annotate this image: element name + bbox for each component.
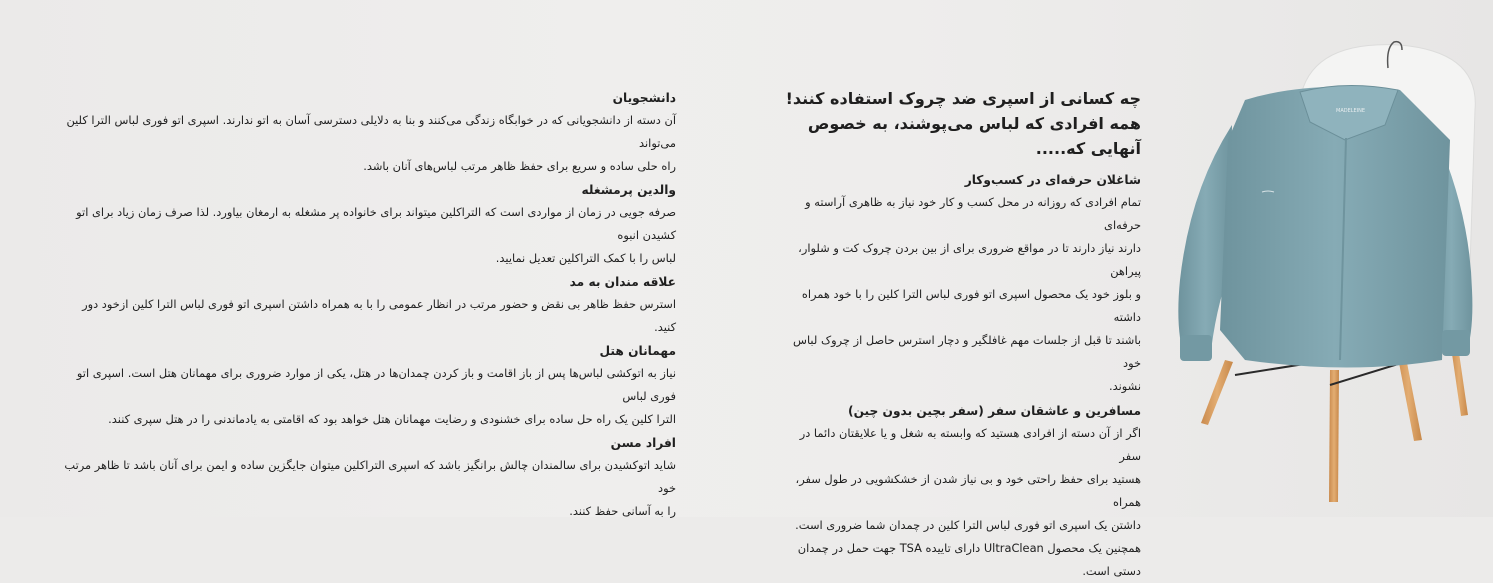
paragraph-line: همچنین یک محصول UltraClean دارای تاییده TSA جهت حمل در چمدان [797,541,1141,555]
section-hotel-guests [62,340,676,431]
shirt-on-chair-photo [1150,30,1493,517]
section-title: دانشجویان [612,91,676,105]
paragraph-line: نیاز به اتوکشی لباس‌ها پس از باز اقامت و باز کردن چمدان‌ها در هتل، یکی از موارد ضروری برای مهمانان هتل است. اسپری اتو فوری لباس [76,366,676,403]
paragraph-line: نشوند. [1109,379,1141,393]
shirt-cuff [1442,330,1470,356]
middle-column [775,86,1141,583]
section-professionals [775,169,1141,398]
section-students [62,87,676,178]
paragraph-line: لباس را با کمک التراکلین تعدیل نمایید. [495,251,676,265]
section-title: شاغلان حرفه‌ای در کسب‌وکار [964,173,1141,187]
left-column [62,86,676,523]
paragraph-line: استرس حفظ ظاهر بی نقض و حضور مرتب در انظار عمومی را با به همراه داشتن اسپری اتو فوری لباس الترا کلین ازخود دور کنید. [82,297,676,334]
chair-leg [1201,360,1233,425]
headline-line: همه افرادی که لباس می‌پوشند، به خصوص آنهایی که..... [807,114,1141,158]
paragraph-line: دارند نیاز دارند تا در مواقع ضروری برای از بین بردن چروک کت و شلوار، پیراهن [798,241,1141,278]
paragraph-line: و بلوز خود یک محصول اسپری اتو فوری لباس الترا کلین را با خود همراه داشته [801,287,1141,324]
paragraph-line: تمام افرادی که روزانه در محل کسب و کار خود نیاز به ظاهری آراسته و حرفه‌ای [805,195,1141,232]
section-title: مهمانان هتل [599,344,676,358]
paragraph-line: هستید برای حفظ راحتی خود و بی نیاز شدن از خشکشویی در طول سفر، همراه [795,472,1141,509]
headline-line: چه کسانی از اسپری ضد چروک استفاده کنند! [785,89,1141,108]
section-title: مسافرین و عاشقان سفر (سفر بچین بدون چین) [848,404,1141,418]
section-fashion-lovers [62,271,676,339]
chair-leg [1329,370,1339,502]
section-travelers [775,400,1141,583]
paragraph-line: را به آسانی حفظ کنند. [569,504,676,518]
paragraph-line: شاید اتوکشیدن برای سالمندان چالش برانگیز باشد که اسپری التراکلین میتوان جایگزین ساده و ایمن برای آنان باشد تا ظاهر مرتب خود [64,458,676,495]
paragraph-line: دستی است. [1082,564,1141,578]
paragraph-line: الترا کلین یک راه حل ساده برای خشنودی و رضایت مهمانان هتل خواهد بود که اقامتی به یادماندنی را در هتل سپری کنند. [108,412,676,426]
section-busy-parents [62,179,676,270]
section-title: علاقه مندان به مد [569,275,676,289]
paragraph-line: داشتن یک اسپری اتو فوری لباس الترا کلین در چمدان شما ضروری است. [795,518,1141,532]
section-elderly [62,432,676,523]
paragraph-line: صرفه جویی در زمان از مواردی است که التراکلین میتواند برای خانواده پر مشغله به ارمغان بیاورد. لذا صرف زمان زیاد برای اتو کشیدن انبوه [76,205,676,242]
shirt-cuff [1180,335,1212,361]
section-title: افراد مسن [610,436,676,450]
shirt-brand-label: MADELEINE [1336,108,1366,114]
section-title: والدین پرمشغله [581,183,676,197]
headline [775,86,1141,161]
paragraph-line: راه حلی ساده و سریع برای حفظ ظاهر مرتب لباس‌های آنان باشد. [363,159,676,173]
paragraph-line: باشند تا قبل از جلسات مهم غافلگیر و دچار استرس حاصل از چروک لباس خود [793,333,1141,370]
paragraph-line: اگر از آن دسته از افرادی هستید که وابسته به شغل و یا علایقتان دائما در سفر [799,426,1141,463]
paragraph-line: آن دسته از دانشجویانی که در خوابگاه زندگی می‌کنند و بنا به دلایلی دسترسی آسان به اتو ندارند. اسپری اتو فوری لباس الترا کلین می‌تواند [66,113,676,150]
